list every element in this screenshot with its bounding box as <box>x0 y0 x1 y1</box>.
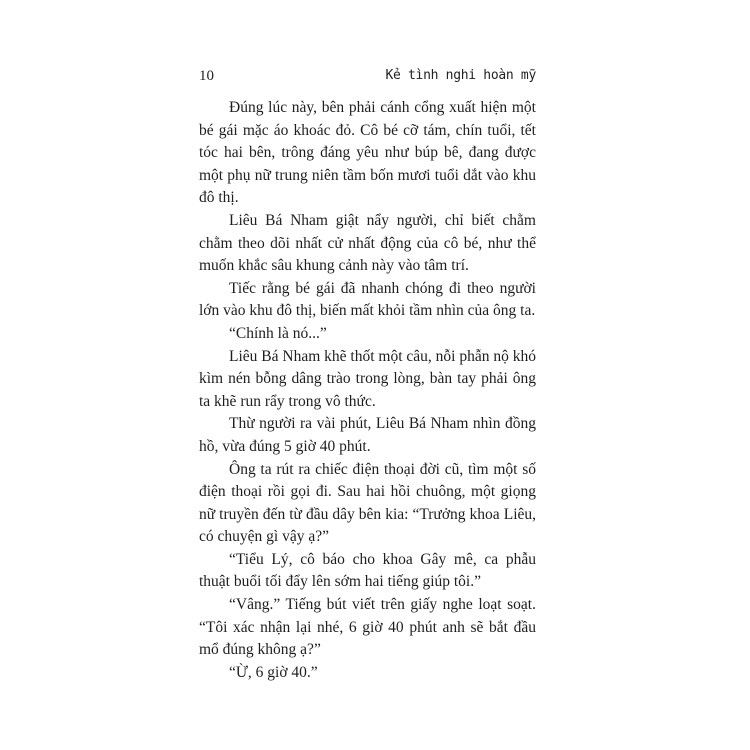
paragraph: Tiếc rằng bé gái đã nhanh chóng đi theo người lớn vào khu đô thị, biến mất khỏi tầm nhìn của ông ta. <box>199 279 536 320</box>
paragraph: Thừ người ra vài phút, Liêu Bá Nham nhìn đồng hồ, vừa đúng 5 giờ 40 phút. <box>199 415 536 455</box>
page-header <box>199 66 536 88</box>
body-text <box>199 97 536 684</box>
paragraph: Liêu Bá Nham giật nẩy người, chỉ biết chằm chằm theo dõi nhất cử nhất động của cô bé, như thể muốn khắc sâu khung cảnh này vào tâm trí. <box>199 211 536 275</box>
paragraph: “Tiểu Lý, cô báo cho khoa Gây mê, ca phẫu thuật buổi tối đẩy lên sớm hai tiếng giúp tôi.” <box>199 550 536 591</box>
paragraph: Liêu Bá Nham khẽ thốt một câu, nỗi phẫn nộ khó kìm nén bỗng dâng trào trong lòng, bàn tay phải ông ta khẽ run rẩy trong vô thức. <box>199 347 536 410</box>
page-number: 10 <box>199 68 214 84</box>
paragraph: Ông ta rút ra chiếc điện thoại đời cũ, tìm một số điện thoại rồi gọi đi. Sau hai hồi chuông, một giọng nữ truyền đến từ đầu dây bên kia: “Trưởng khoa Liêu, có chuyện gì vậy ạ?” <box>199 460 536 546</box>
paragraph: “Ừ, 6 giờ 40.” <box>229 663 318 681</box>
running-title: Kẻ tình nghi hoàn mỹ <box>385 68 536 83</box>
paragraph: Đúng lúc này, bên phải cánh cổng xuất hiện một bé gái mặc áo khoác đỏ. Cô bé cỡ tám, chín tuổi, tết tóc hai bên, trông đáng yêu như búp bê, đang được một phụ nữ trung niên tầm bốn mươi tuổi dắt vào khu đô thị. <box>199 99 536 207</box>
paragraph: “Chính là nó...” <box>229 324 327 342</box>
paragraph: “Vâng.” Tiếng bút viết trên giấy nghe loạt soạt. “Tôi xác nhận lại nhé, 6 giờ 40 phút anh sẽ bắt đầu mổ đúng không ạ?” <box>199 596 536 659</box>
